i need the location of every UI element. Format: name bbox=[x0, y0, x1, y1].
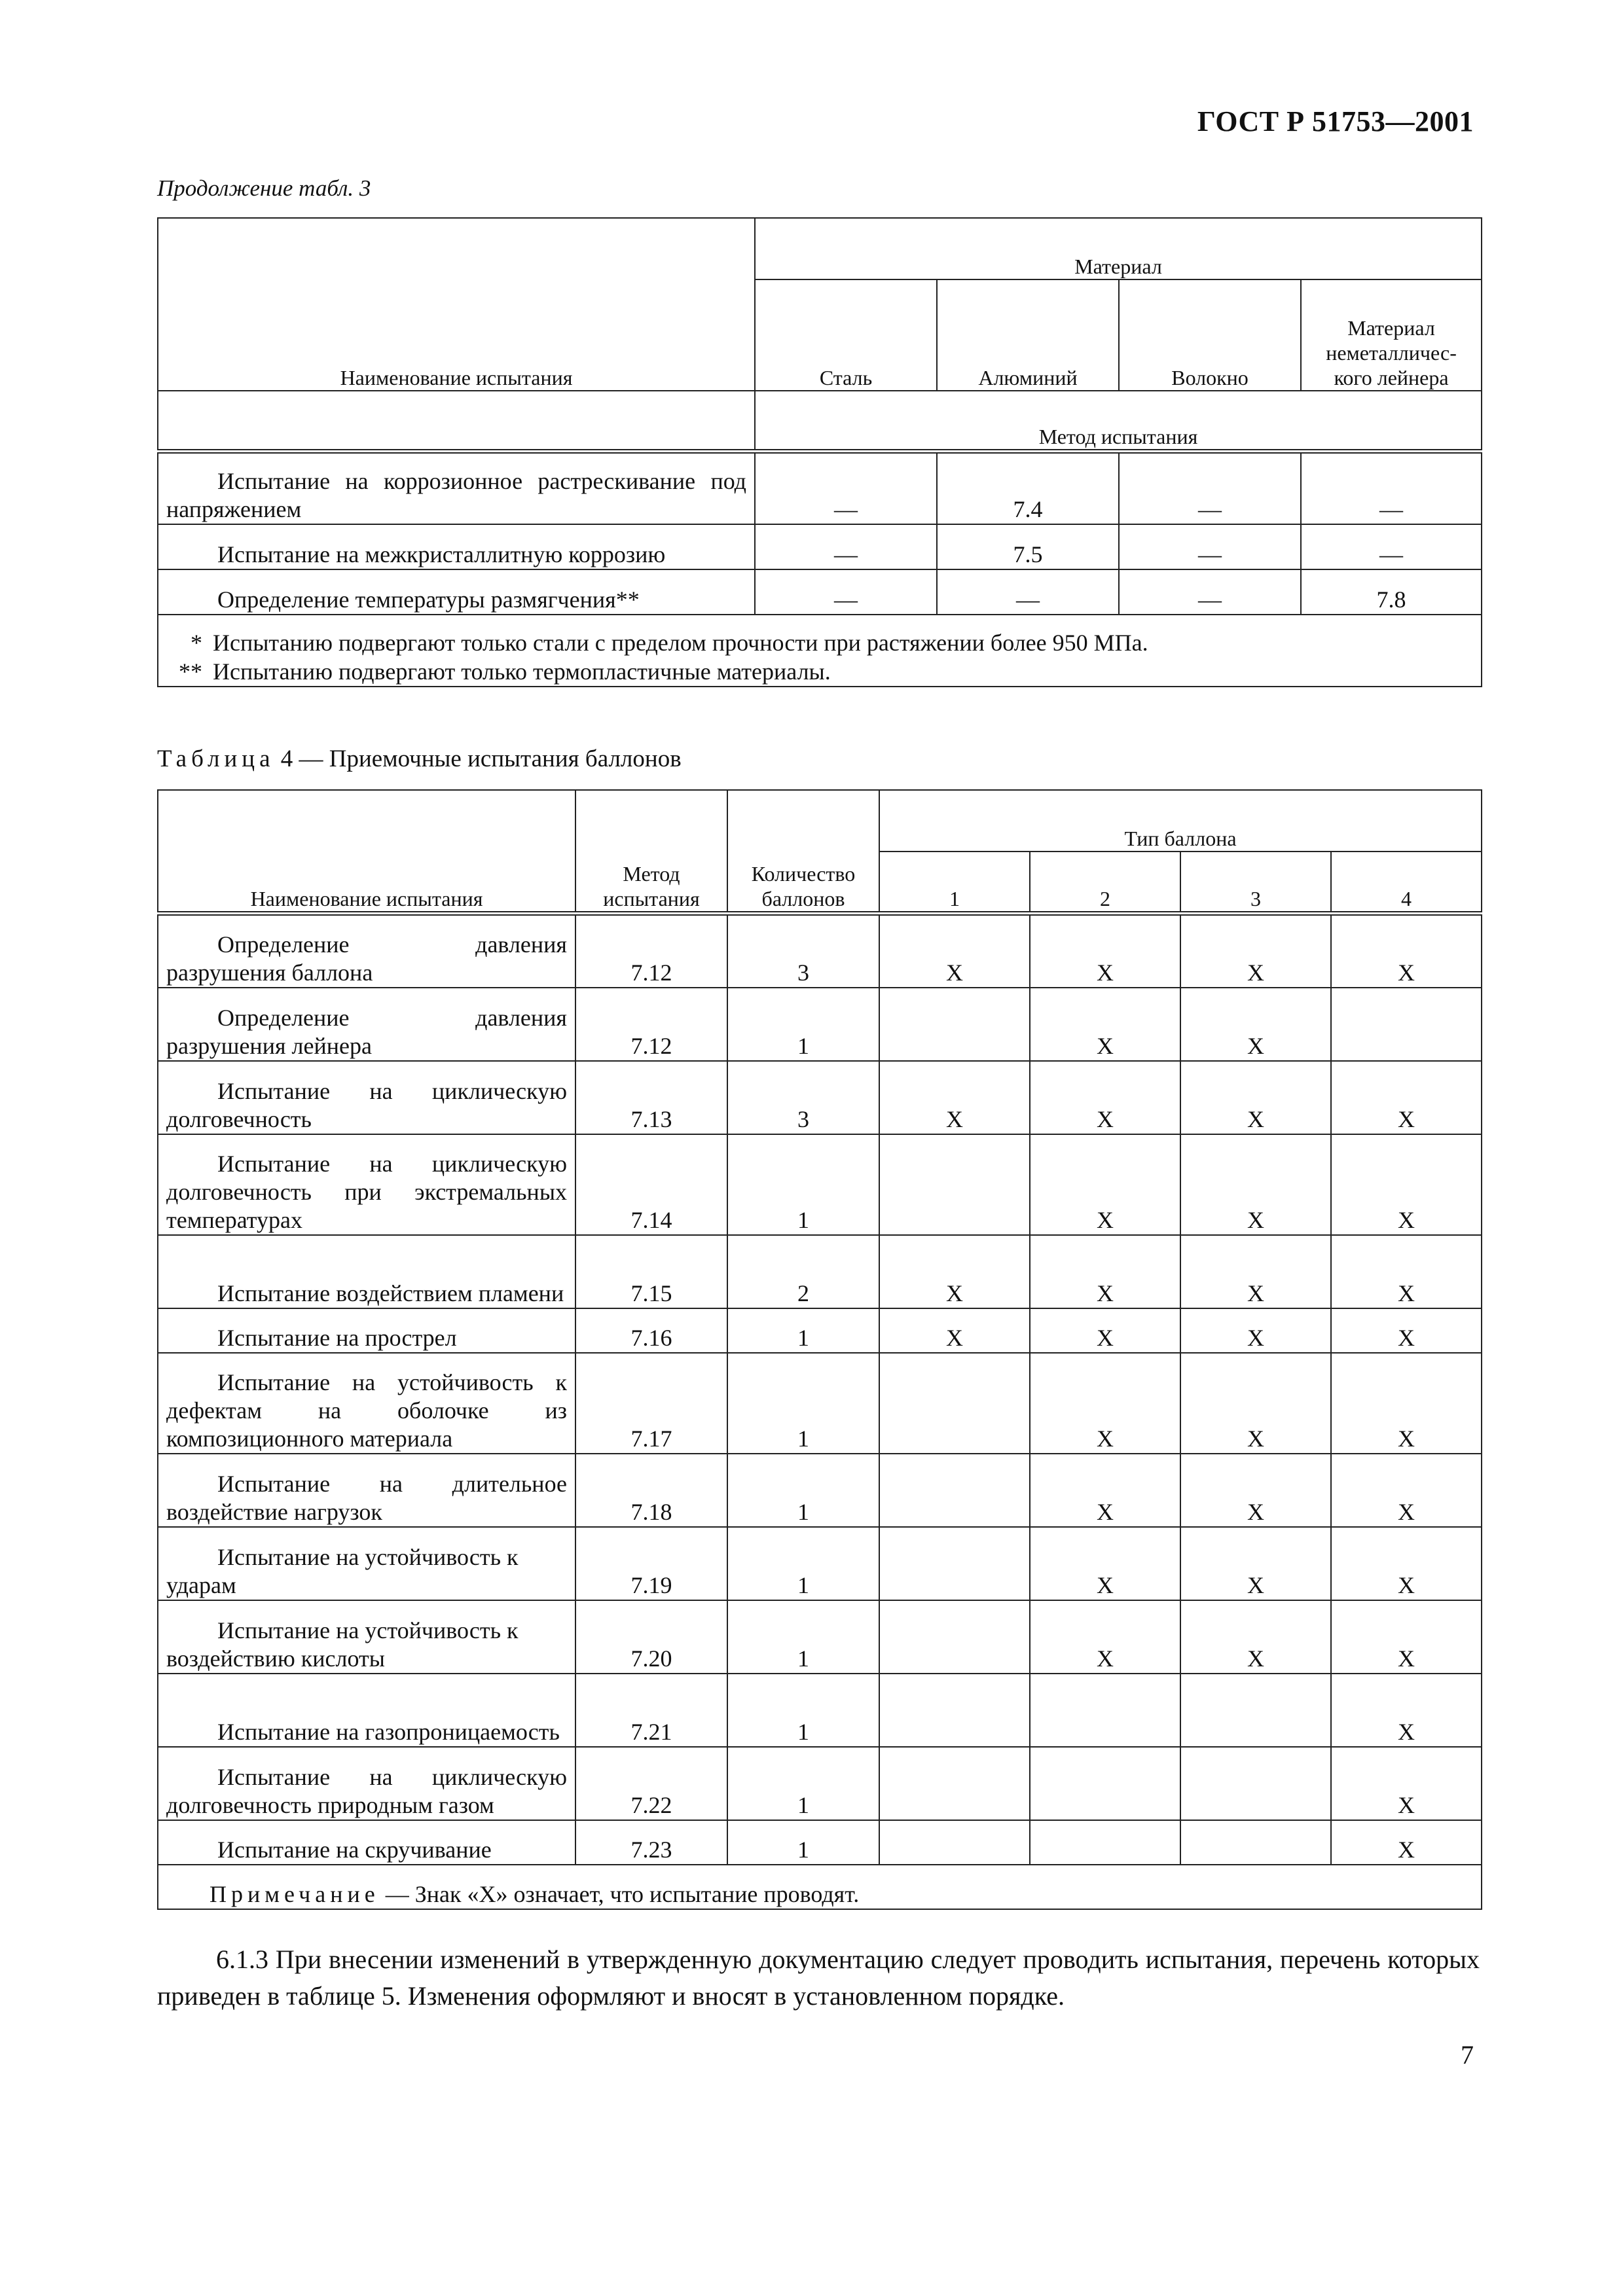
t4-cell-count: 1 bbox=[727, 1674, 879, 1747]
t4-cell-count: 3 bbox=[727, 1061, 879, 1134]
page-number: 7 bbox=[1461, 2040, 1474, 2070]
t4-cell-method: 7.20 bbox=[575, 1600, 727, 1674]
t4-cell-count: 1 bbox=[727, 1353, 879, 1454]
t3-cell-liner: — bbox=[1301, 524, 1482, 569]
t4-header-count bbox=[727, 790, 879, 913]
t3-cell-name: Определение температуры размягчения** bbox=[158, 569, 755, 615]
t4-cell-name: Испытание на циклическую долговечность bbox=[158, 1061, 575, 1134]
t3-cell-fiber: — bbox=[1119, 569, 1301, 615]
t4-header-method-line: испытания bbox=[603, 886, 700, 910]
t4-cell-type-4: X bbox=[1331, 1308, 1482, 1353]
t4-cell-type-4: X bbox=[1331, 1820, 1482, 1865]
t4-cell-type-2: X bbox=[1030, 913, 1180, 988]
standard-code: ГОСТ Р 51753—2001 bbox=[1197, 105, 1474, 137]
footnote-mark: ** bbox=[179, 658, 202, 685]
t4-cell-type-3: X bbox=[1180, 1600, 1331, 1674]
t4-cell-count: 2 bbox=[727, 1235, 879, 1308]
t4-cell-type-3: X bbox=[1180, 1235, 1331, 1308]
footnote bbox=[166, 628, 1473, 657]
t4-cell-method: 7.17 bbox=[575, 1353, 727, 1454]
t4-cell-name: Испытание на устойчивость к воздействию кислоты bbox=[158, 1600, 575, 1674]
t4-cell-type-1 bbox=[879, 1134, 1030, 1235]
t4-cell-count: 1 bbox=[727, 1527, 879, 1600]
t4-cell-type-3: X bbox=[1180, 1527, 1331, 1600]
t4-cell-name: Испытание на прострел bbox=[158, 1308, 575, 1353]
t4-cell-name: Испытание на газопроницаемость bbox=[158, 1674, 575, 1747]
t4-cell-type-2: X bbox=[1030, 1600, 1180, 1674]
t4-header-type-2: 2 bbox=[1030, 852, 1180, 913]
table-row bbox=[158, 1820, 1482, 1865]
t3-cell-name: Испытание на межкристаллитную коррозию bbox=[158, 524, 755, 569]
t4-cell-type-3: X bbox=[1180, 913, 1331, 988]
table-row bbox=[158, 1747, 1482, 1820]
t4-header-name: Наименование испытания bbox=[158, 790, 575, 913]
t4-cell-method: 7.14 bbox=[575, 1134, 727, 1235]
t4-note bbox=[158, 1865, 1482, 1909]
note-label: Примечание bbox=[210, 1881, 380, 1907]
t3-header-name: Наименование испытания bbox=[158, 218, 755, 391]
table4-caption-label: Таблица bbox=[157, 745, 275, 772]
table3-continuation-caption: Продолжение табл. 3 bbox=[157, 175, 371, 201]
t3-header-steel: Сталь bbox=[755, 279, 937, 391]
t4-cell-count: 3 bbox=[727, 913, 879, 988]
t4-cell-type-2 bbox=[1030, 1674, 1180, 1747]
t3-header-name-spacer bbox=[158, 391, 755, 451]
t4-cell-type-2: X bbox=[1030, 1061, 1180, 1134]
t4-cell-count: 1 bbox=[727, 988, 879, 1061]
table-row bbox=[158, 913, 1482, 988]
t3-cell-aluminum: 7.4 bbox=[937, 451, 1119, 524]
t4-cell-name: Испытание на устойчивость к ударам bbox=[158, 1527, 575, 1600]
table-row bbox=[158, 1527, 1482, 1600]
t4-cell-type-4: X bbox=[1331, 1674, 1482, 1747]
footnote-text: Испытанию подвергают только термопластичные материалы. bbox=[213, 658, 831, 685]
t3-header-method: Метод испытания bbox=[755, 391, 1482, 451]
table-row bbox=[158, 1235, 1482, 1308]
t4-cell-type-4: X bbox=[1331, 1527, 1482, 1600]
body-paragraph: 6.1.3 При внесении изменений в утвержденную документацию следует проводить испытания, перечень которых приведен в таблице 5. Изменения оформляют и вносят в установленном порядке. bbox=[157, 1945, 1480, 2011]
t3-cell-fiber: — bbox=[1119, 524, 1301, 569]
table-row bbox=[158, 1134, 1482, 1235]
t4-cell-type-1: X bbox=[879, 1235, 1030, 1308]
t4-cell-type-1 bbox=[879, 1674, 1030, 1747]
t4-cell-type-4: X bbox=[1331, 1454, 1482, 1527]
t4-cell-type-1: X bbox=[879, 1308, 1030, 1353]
t4-cell-type-1 bbox=[879, 1600, 1030, 1674]
t4-cell-type-4: X bbox=[1331, 1134, 1482, 1235]
t4-cell-name: Испытание на устойчивость к дефектам на оболочке из композиционного материала bbox=[158, 1353, 575, 1454]
t4-cell-type-1 bbox=[879, 1454, 1030, 1527]
t4-cell-count: 1 bbox=[727, 1820, 879, 1865]
t3-cell-liner: 7.8 bbox=[1301, 569, 1482, 615]
t4-header-type-1: 1 bbox=[879, 852, 1030, 913]
t4-cell-count: 1 bbox=[727, 1308, 879, 1353]
t4-cell-type-1 bbox=[879, 1527, 1030, 1600]
t4-cell-type-3 bbox=[1180, 1674, 1331, 1747]
table3 bbox=[157, 217, 1482, 687]
t3-header-material: Материал bbox=[755, 218, 1482, 279]
footnote-mark: * bbox=[191, 630, 202, 656]
t3-header-liner-line: кого лейнера bbox=[1334, 366, 1449, 389]
t4-cell-type-1: X bbox=[879, 1061, 1030, 1134]
t3-cell-steel: — bbox=[755, 451, 937, 524]
table-row bbox=[158, 1600, 1482, 1674]
t4-header-method bbox=[575, 790, 727, 913]
t4-cell-type-2: X bbox=[1030, 1353, 1180, 1454]
t3-header-fiber: Волокно bbox=[1119, 279, 1301, 391]
t4-cell-type-4: X bbox=[1331, 1353, 1482, 1454]
t4-header-type: Тип баллона bbox=[879, 790, 1482, 852]
t4-cell-name: Определение давления разрушения лейнера bbox=[158, 988, 575, 1061]
footnote bbox=[166, 657, 1473, 686]
t3-cell-aluminum: 7.5 bbox=[937, 524, 1119, 569]
table-row bbox=[158, 1454, 1482, 1527]
t4-cell-method: 7.16 bbox=[575, 1308, 727, 1353]
t4-cell-method: 7.22 bbox=[575, 1747, 727, 1820]
t4-cell-name: Испытание на длительное воздействие нагрузок bbox=[158, 1454, 575, 1527]
footnote-text: Испытанию подвергают только стали с пределом прочности при растяжении более 950 МПа. bbox=[213, 630, 1148, 656]
t4-cell-type-2: X bbox=[1030, 1308, 1180, 1353]
t3-cell-steel: — bbox=[755, 569, 937, 615]
t4-cell-type-2: X bbox=[1030, 1454, 1180, 1527]
t4-cell-type-4: X bbox=[1331, 1061, 1482, 1134]
table-row bbox=[158, 1674, 1482, 1747]
t4-cell-type-4: X bbox=[1331, 1235, 1482, 1308]
t4-cell-type-3 bbox=[1180, 1820, 1331, 1865]
t4-cell-type-3: X bbox=[1180, 1308, 1331, 1353]
t3-cell-name: Испытание на коррозионное растрескивание под напряжением bbox=[158, 451, 755, 524]
t3-cell-fiber: — bbox=[1119, 451, 1301, 524]
t4-cell-type-2 bbox=[1030, 1820, 1180, 1865]
table-row bbox=[158, 1308, 1482, 1353]
t4-cell-type-3 bbox=[1180, 1747, 1331, 1820]
table4-caption bbox=[157, 745, 682, 773]
t4-cell-count: 1 bbox=[727, 1747, 879, 1820]
t3-cell-steel: — bbox=[755, 524, 937, 569]
t4-cell-type-2: X bbox=[1030, 1527, 1180, 1600]
t4-cell-type-3: X bbox=[1180, 988, 1331, 1061]
t3-cell-aluminum: — bbox=[937, 569, 1119, 615]
table-row bbox=[158, 1061, 1482, 1134]
t4-cell-count: 1 bbox=[727, 1134, 879, 1235]
table-row bbox=[158, 1353, 1482, 1454]
t4-cell-type-4 bbox=[1331, 988, 1482, 1061]
t4-cell-name: Испытание воздействием пламени bbox=[158, 1235, 575, 1308]
t4-cell-method: 7.15 bbox=[575, 1235, 727, 1308]
t4-cell-method: 7.12 bbox=[575, 988, 727, 1061]
t4-cell-type-1: X bbox=[879, 913, 1030, 988]
t4-cell-method: 7.23 bbox=[575, 1820, 727, 1865]
t4-cell-name: Испытание на циклическую долговечность при экстремальных температурах bbox=[158, 1134, 575, 1235]
table4-caption-text: 4 — Приемочные испытания баллонов bbox=[280, 745, 682, 772]
t3-cell-liner: — bbox=[1301, 451, 1482, 524]
t4-cell-name: Испытание на циклическую долговечность природным газом bbox=[158, 1747, 575, 1820]
t4-cell-name: Определение давления разрушения баллона bbox=[158, 913, 575, 988]
t4-cell-method: 7.13 bbox=[575, 1061, 727, 1134]
t4-cell-type-2: X bbox=[1030, 1134, 1180, 1235]
t3-header-aluminum: Алюминий bbox=[937, 279, 1119, 391]
t4-cell-type-3: X bbox=[1180, 1454, 1331, 1527]
t4-cell-count: 1 bbox=[727, 1600, 879, 1674]
t4-cell-method: 7.18 bbox=[575, 1454, 727, 1527]
t4-cell-type-1 bbox=[879, 1353, 1030, 1454]
table-row bbox=[158, 524, 1482, 569]
t3-footnotes bbox=[158, 615, 1482, 687]
t4-cell-type-4: X bbox=[1331, 1600, 1482, 1674]
t4-cell-type-3: X bbox=[1180, 1134, 1331, 1235]
t4-cell-type-3: X bbox=[1180, 1353, 1331, 1454]
table-row bbox=[158, 569, 1482, 615]
t4-cell-method: 7.21 bbox=[575, 1674, 727, 1747]
t3-header-liner bbox=[1301, 279, 1482, 391]
t4-cell-count: 1 bbox=[727, 1454, 879, 1527]
t4-cell-type-1 bbox=[879, 1820, 1030, 1865]
table-row bbox=[158, 451, 1482, 524]
t3-header-liner-line: неметалличес- bbox=[1326, 341, 1457, 365]
t3-header-liner-line: Материал bbox=[1347, 316, 1435, 340]
t4-cell-type-1 bbox=[879, 1747, 1030, 1820]
t4-cell-type-3: X bbox=[1180, 1061, 1331, 1134]
t4-header-type-3: 3 bbox=[1180, 852, 1331, 913]
t4-header-method-line: Метод bbox=[623, 861, 680, 886]
t4-header-type-4: 4 bbox=[1331, 852, 1482, 913]
t4-cell-type-2: X bbox=[1030, 1235, 1180, 1308]
t4-header-count-line: баллонов bbox=[761, 886, 845, 910]
table4 bbox=[157, 789, 1482, 1910]
t4-cell-type-2: X bbox=[1030, 988, 1180, 1061]
t4-cell-method: 7.19 bbox=[575, 1527, 727, 1600]
t4-header-count-line: Количество bbox=[751, 861, 856, 886]
t4-cell-name: Испытание на скручивание bbox=[158, 1820, 575, 1865]
table-row bbox=[158, 988, 1482, 1061]
t4-cell-type-1 bbox=[879, 988, 1030, 1061]
t4-cell-type-4: X bbox=[1331, 913, 1482, 988]
t4-cell-type-4: X bbox=[1331, 1747, 1482, 1820]
note-text: — Знак «X» означает, что испытание проводят. bbox=[385, 1881, 860, 1907]
t4-cell-method: 7.12 bbox=[575, 913, 727, 988]
t4-cell-type-2 bbox=[1030, 1747, 1180, 1820]
